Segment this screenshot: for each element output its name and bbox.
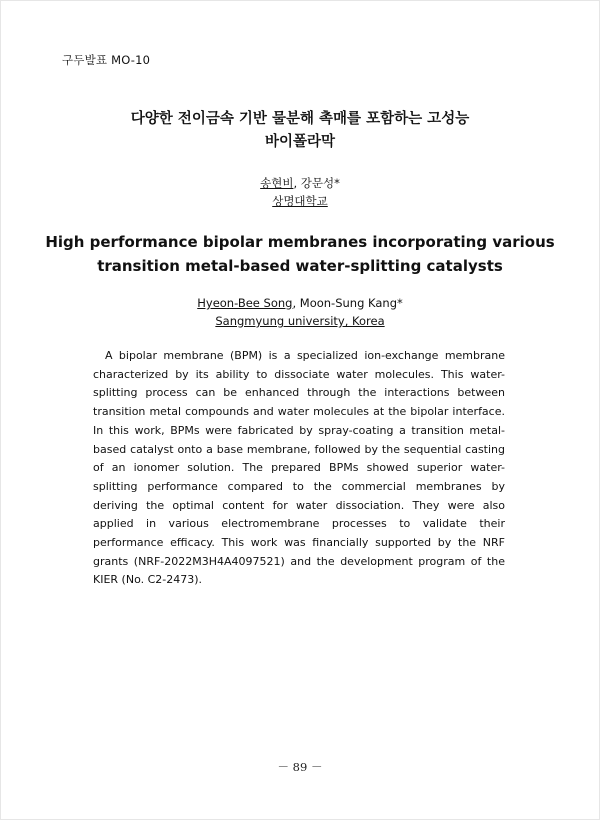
korean-title: [0, 108, 600, 154]
english-title-line-1: High performance bipolar membranes incorporating various: [45, 233, 555, 251]
english-author-separator: ,: [292, 296, 300, 310]
english-authors: [0, 294, 600, 312]
korean-author-separator: ,: [293, 176, 301, 190]
korean-authors-block: [0, 174, 600, 210]
korean-affiliation: 상명대학교: [272, 194, 328, 208]
english-author-presenter: Hyeon-Bee Song: [197, 296, 293, 310]
session-label: 구두발표 MO-10: [62, 53, 151, 67]
korean-author-presenter: 송현비: [260, 176, 294, 190]
korean-author-corresponding: 강문성*: [300, 176, 340, 190]
english-title: [0, 230, 600, 278]
english-authors-block: [0, 294, 600, 330]
english-title-line-2: transition metal-based water-splitting catalysts: [97, 257, 503, 275]
korean-title-line-2: 바이폴라막: [264, 134, 336, 150]
korean-title-line-1: 다양한 전이금속 기반 물분해 촉매를 포함하는 고성능: [130, 111, 470, 127]
english-author-corresponding: Moon-Sung Kang*: [299, 296, 403, 310]
abstract-body: A bipolar membrane (BPM) is a specialized ion-exchange membrane characterized by its ability to dissociate water molecules. This water-splitting process can be enhanced through the interactions between transition metal compounds and water molecules at the bipolar interface. In this work, BPMs were fabricated by spray-coating a transition metal-based catalyst onto a base membrane, followed by the sequential casting of an ionomer solution. The prepared BPMs showed superior water-splitting performance compared to the commercial membranes by deriving the optimal content for water dissociation. They were also applied in various electromembrane processes to validate their performance efficacy. This work was financially supported by the NRF grants (NRF-2022M3H4A4097521) and the development program of the KIER (No. C2-2473).: [93, 349, 505, 587]
korean-authors: [0, 174, 600, 192]
page-number: － 89 －: [277, 760, 323, 774]
english-affiliation: Sangmyung university, Korea: [215, 314, 385, 328]
